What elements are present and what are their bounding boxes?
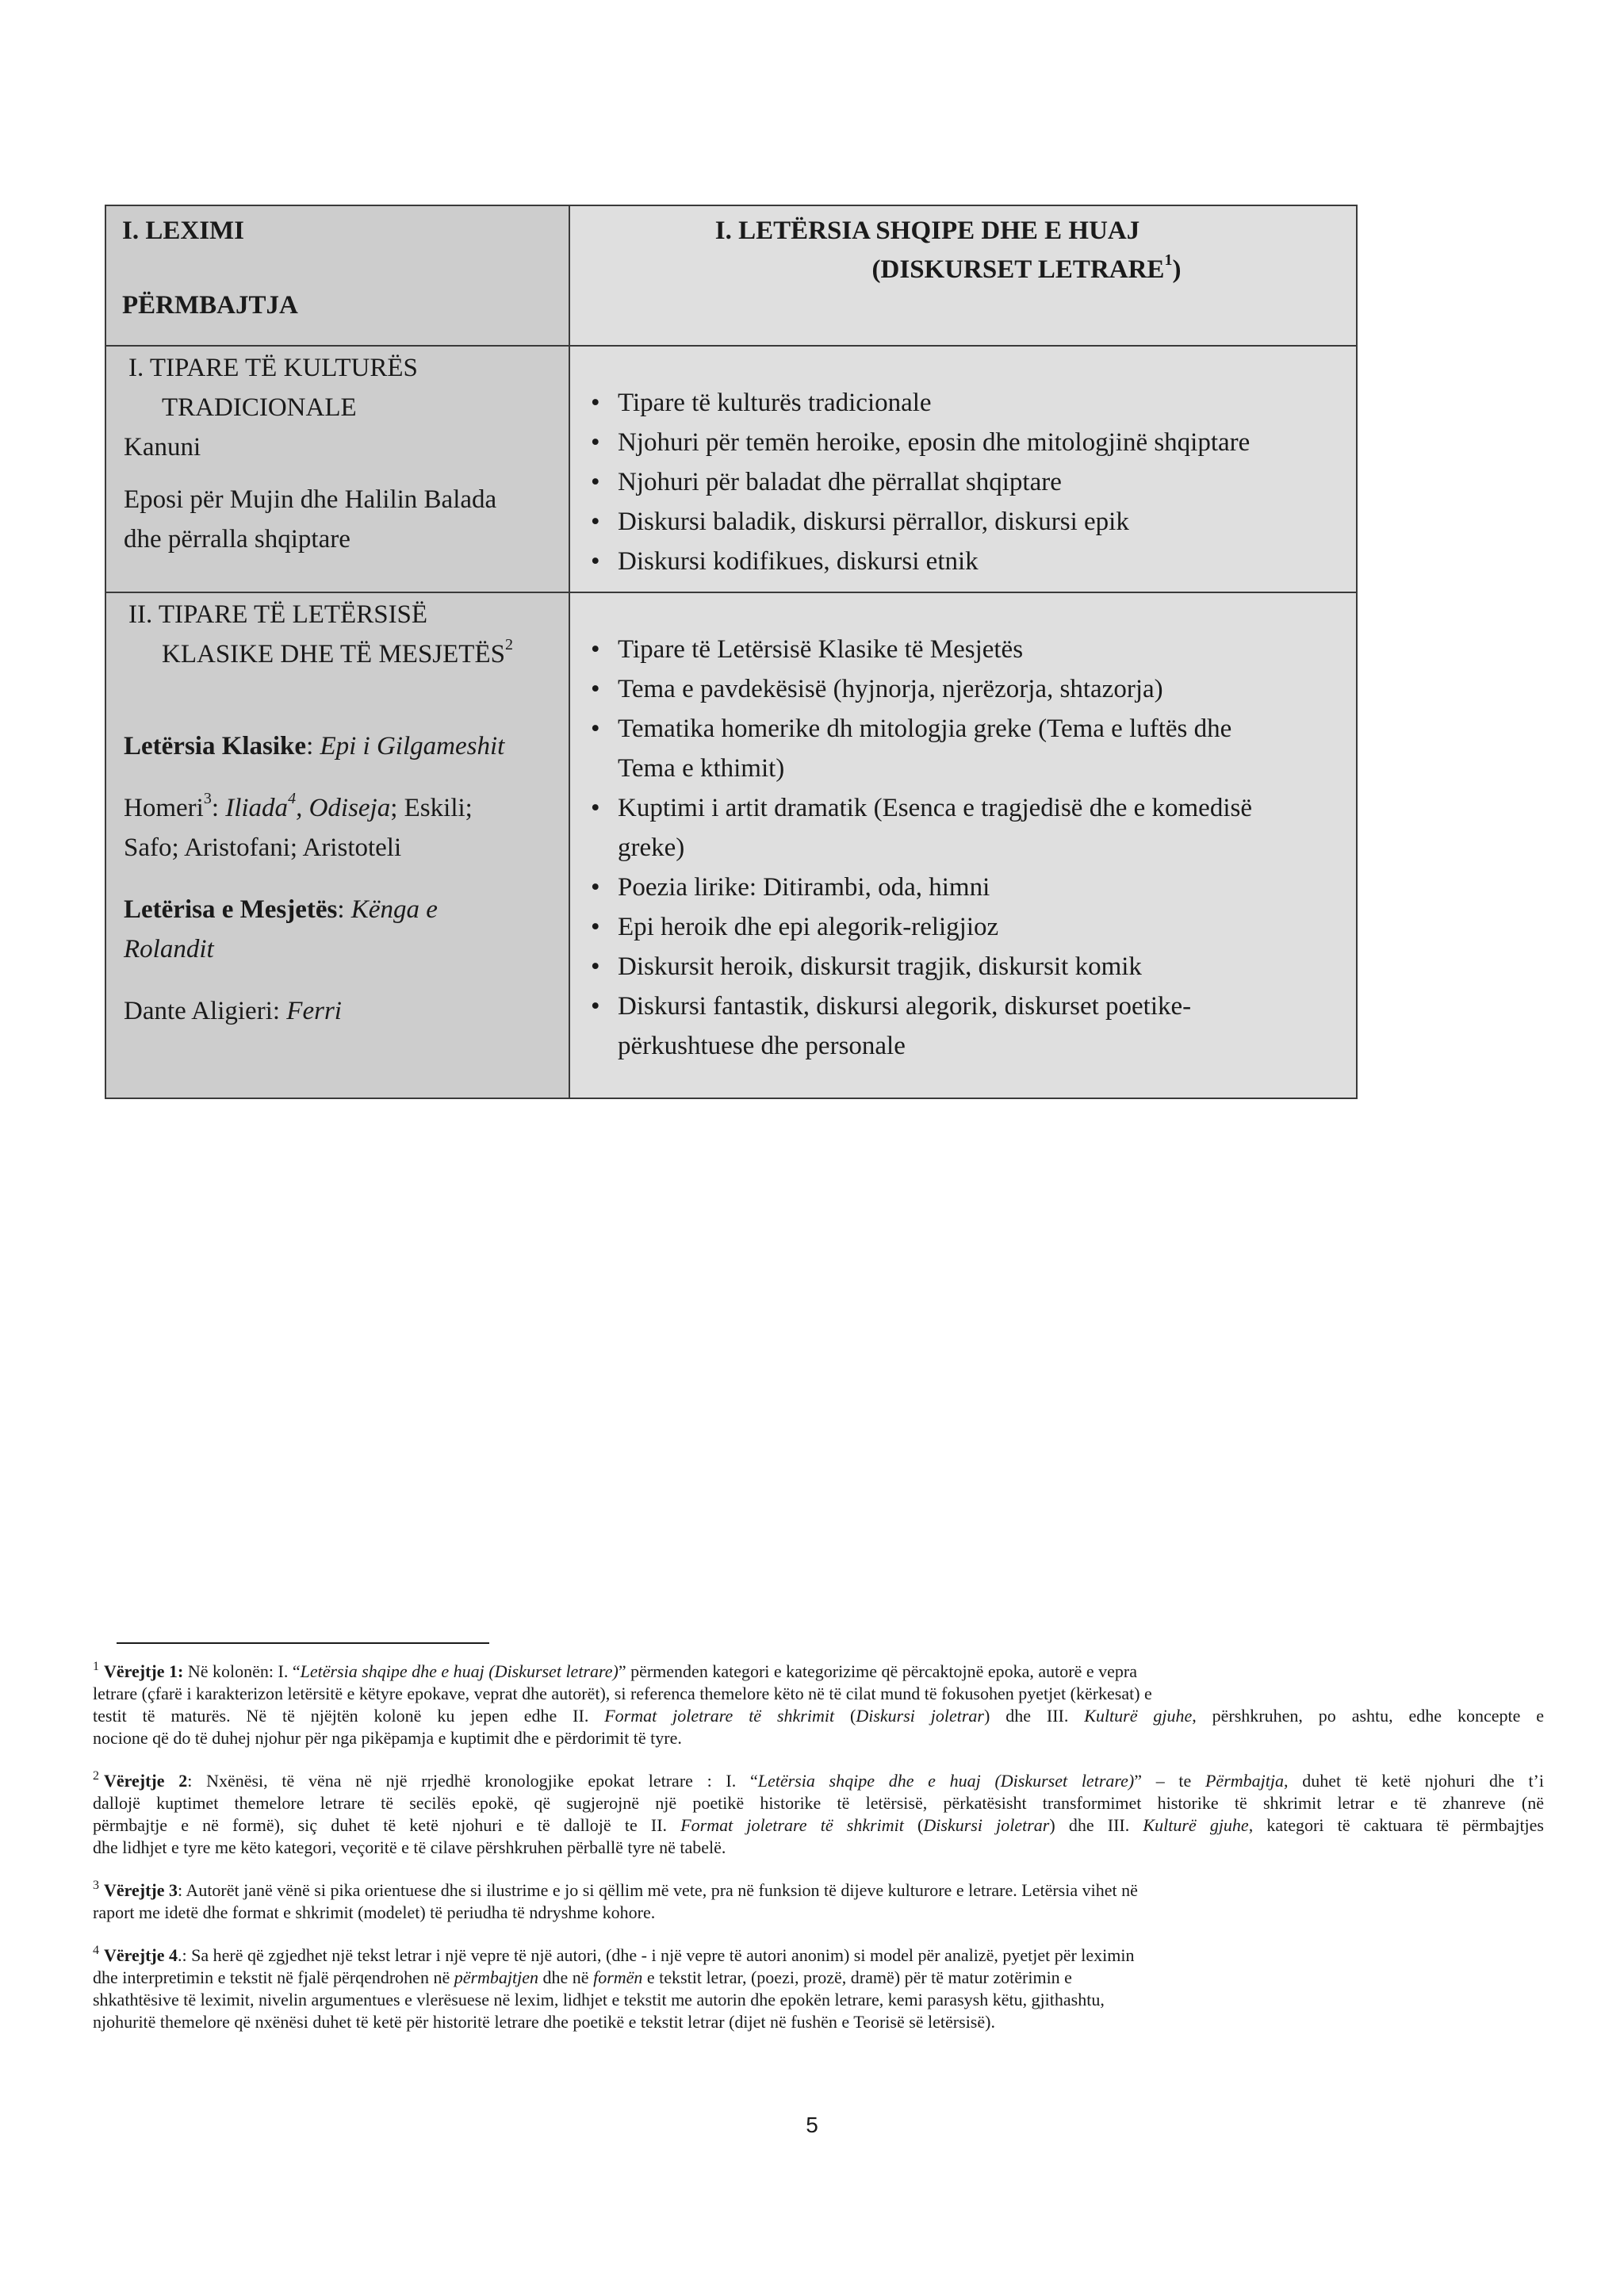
page-number: 5 (806, 2113, 818, 2137)
footnote-separator (117, 1642, 489, 1644)
footnote-ref-3: 3 (203, 790, 212, 807)
list-item: • Tematika homerike dh mitologjia greke (Tema e luftës dhe Tema e kthimit) (586, 709, 1356, 788)
section2-bullet-list (570, 630, 1356, 1066)
list-item: • Diskursi baladik, diskursi përrallor, diskursi epik (586, 502, 1356, 542)
list-item: • Diskursi kodifikues, diskursi etnik (586, 542, 1356, 581)
footnote-ref-4: 4 (288, 790, 297, 807)
section1-title-cont: TRADICIONALE (162, 393, 357, 422)
curriculum-table (105, 205, 1358, 1099)
header-left-subtitle: PËRMBAJTJA (122, 291, 298, 320)
homer-entry: Homeri$^3$: Iliada$^4$, Odiseja; Eskili; Safo; Aristofani; Aristoteli (124, 790, 473, 862)
section1-item-eposi: Eposi për Mujin dhe Halilin Balada dhe përralla shqiptare (124, 485, 497, 554)
list-item: • Poezia lirike: Ditirambi, oda, himni (586, 868, 1356, 907)
footnotes (93, 1661, 1544, 2054)
mesjete-entry: Letërisa e Mesjetës: Kënga e Rolandit (124, 895, 438, 964)
section1-right-cell (569, 346, 1357, 592)
footnote-2: $^2$ Vërejtje 2: Nxënësi, të vëna në një rrjedhë kronologjike epokat letrare : I. “Letërsia shqipe dhe e huaj (Diskurset letrare)” – te Përmbajtja, duhet të ketë njohuri dhe t’i dallojë kuptimet themelore letrare të secilës epokë, që sugjerojnë një poetikë historike të letërsisë, përkatësisht transformimet historike të shkrimit letrar e të zhanreve (në përmbajtje e në formë), siç duhet të ketë njohuri e të dallojë te II. Format joletrare të shkrimit (Diskursi joletrar) dhe III. Kulturë gjuhe, kategori të caktuara të përmbajtjes dhe lidhjet e tyre me këto kategori, veçoritë e të cilave përshkruhen përballë tyre në tabelë. (93, 1769, 1544, 1857)
list-item: • Tipare të Letërsisë Klasike të Mesjetës (586, 630, 1356, 669)
section1-item-kanuni: Kanuni (124, 433, 201, 462)
table-header-row (105, 205, 1357, 346)
section2-row (105, 592, 1357, 1098)
footnote-ref-2: 2 (504, 636, 513, 653)
list-item: • Njohuri për baladat dhe përrallat shqiptare (586, 462, 1356, 502)
list-item: • Epi heroik dhe epi alegorik-religjioz (586, 907, 1356, 947)
section2-left-cell (105, 592, 569, 1098)
section1-left-cell (105, 346, 569, 592)
header-right-subtitle: (DISKURSET LETRARE$^1$) (871, 251, 1182, 284)
dante-entry: Dante Aligieri: Ferri (124, 997, 342, 1025)
header-left-title: I. LEXIMI (122, 216, 245, 245)
list-item: • Kuptimi i artit dramatik (Esenca e tragjedisë dhe e komedisë greke) (586, 788, 1356, 868)
section2-title-cont: KLASIKE DHE TË MESJETËS$^2$ (162, 636, 513, 669)
list-item: • Diskursit heroik, diskursit tragjik, diskursit komik (586, 947, 1356, 987)
klasike-entry: Letërsia Klasike: Epi i Gilgameshit (124, 732, 505, 760)
header-right-title: I. LETËRSIA SHQIPE DHE E HUAJ (714, 216, 1140, 245)
section1-row (105, 346, 1357, 592)
footnote-ref-1: 1 (1164, 251, 1173, 269)
section2-right-cell (569, 592, 1357, 1098)
footnote-1: $^1$ Vërejtje 1: Në kolonën: I. “Letërsia shqipe dhe e huaj (Diskurset letrare)” përmenden kategori e kategorizime që përcaktojnë epoka, autorë e vepra letrare (çfarë i karakterizon letërsitë e këtyre epokave, veprat dhe autorët), si referenca themelore këto në të cilat mund të fokusohen pyetjet (kërkesat) e testit të maturës. Në të njëjtën kolonë ku jepen edhe II. Format joletrare të shkrimit (Diskursi joletrar) dhe III. Kulturë gjuhe, përshkruhen, po ashtu, edhe koncepte e nocione që do të duhej njohur për nga pikëpamja e kuptimit dhe e përdorimit të tyre. (93, 1660, 1545, 1748)
footnote-3: $^3$ Vërejtje 3: Autorët janë vënë si pika orientuese dhe si ilustrime e jo si qëllim më vete, pra në funksion të dijeve kulturore e letrare. Letërsia vihet në raport me idetë dhe format e shkrimit (modelet) të periudha të ndryshme kohore. (93, 1879, 1138, 1922)
list-item: • Diskursi fantastik, diskursi alegorik, diskurset poetike- përkushtuese dhe personale (586, 987, 1356, 1066)
section2-title: II. TIPARE TË LETËRSISË (128, 600, 428, 629)
footnote-4: $^4$ Vërejtje 4.: Sa herë që zgjedhet një tekst letrar i një vepre të një autori, (dhe - i një vepre të autori anonim) si model për analizë, pyetjet për leximin dhe interpretimin e tekstit në fjalë përqendrohen në përmbajtjen dhe në formën e tekstit letrar, (poezi, prozë, dramë) për të matur zotërimin e shkathtësive të leximit, nivelin argumentues e vlerësuese në lexim, lidhjet e tekstit me autorin dhe epokën letrare, kemi parasysh këtu, gjithashtu, njohuritë themelore që nxënësi duhet të ketë për historitë letrare dhe poetikë e tekstit letrar (dijet në fushën e Teorisë së letërsisë). (93, 1944, 1135, 2032)
header-left-cell (105, 205, 569, 346)
list-item: • Tema e pavdekësisë (hyjnorja, njerëzorja, shtazorja) (586, 669, 1356, 709)
section1-bullet-list (570, 383, 1356, 581)
list-item: • Tipare të kulturës tradicionale (586, 383, 1356, 423)
list-item: • Njohuri për temën heroike, eposin dhe mitologjinë shqiptare (586, 423, 1356, 462)
header-right-cell (569, 205, 1357, 346)
section1-title: I. TIPARE TË KULTURËS (128, 354, 418, 382)
